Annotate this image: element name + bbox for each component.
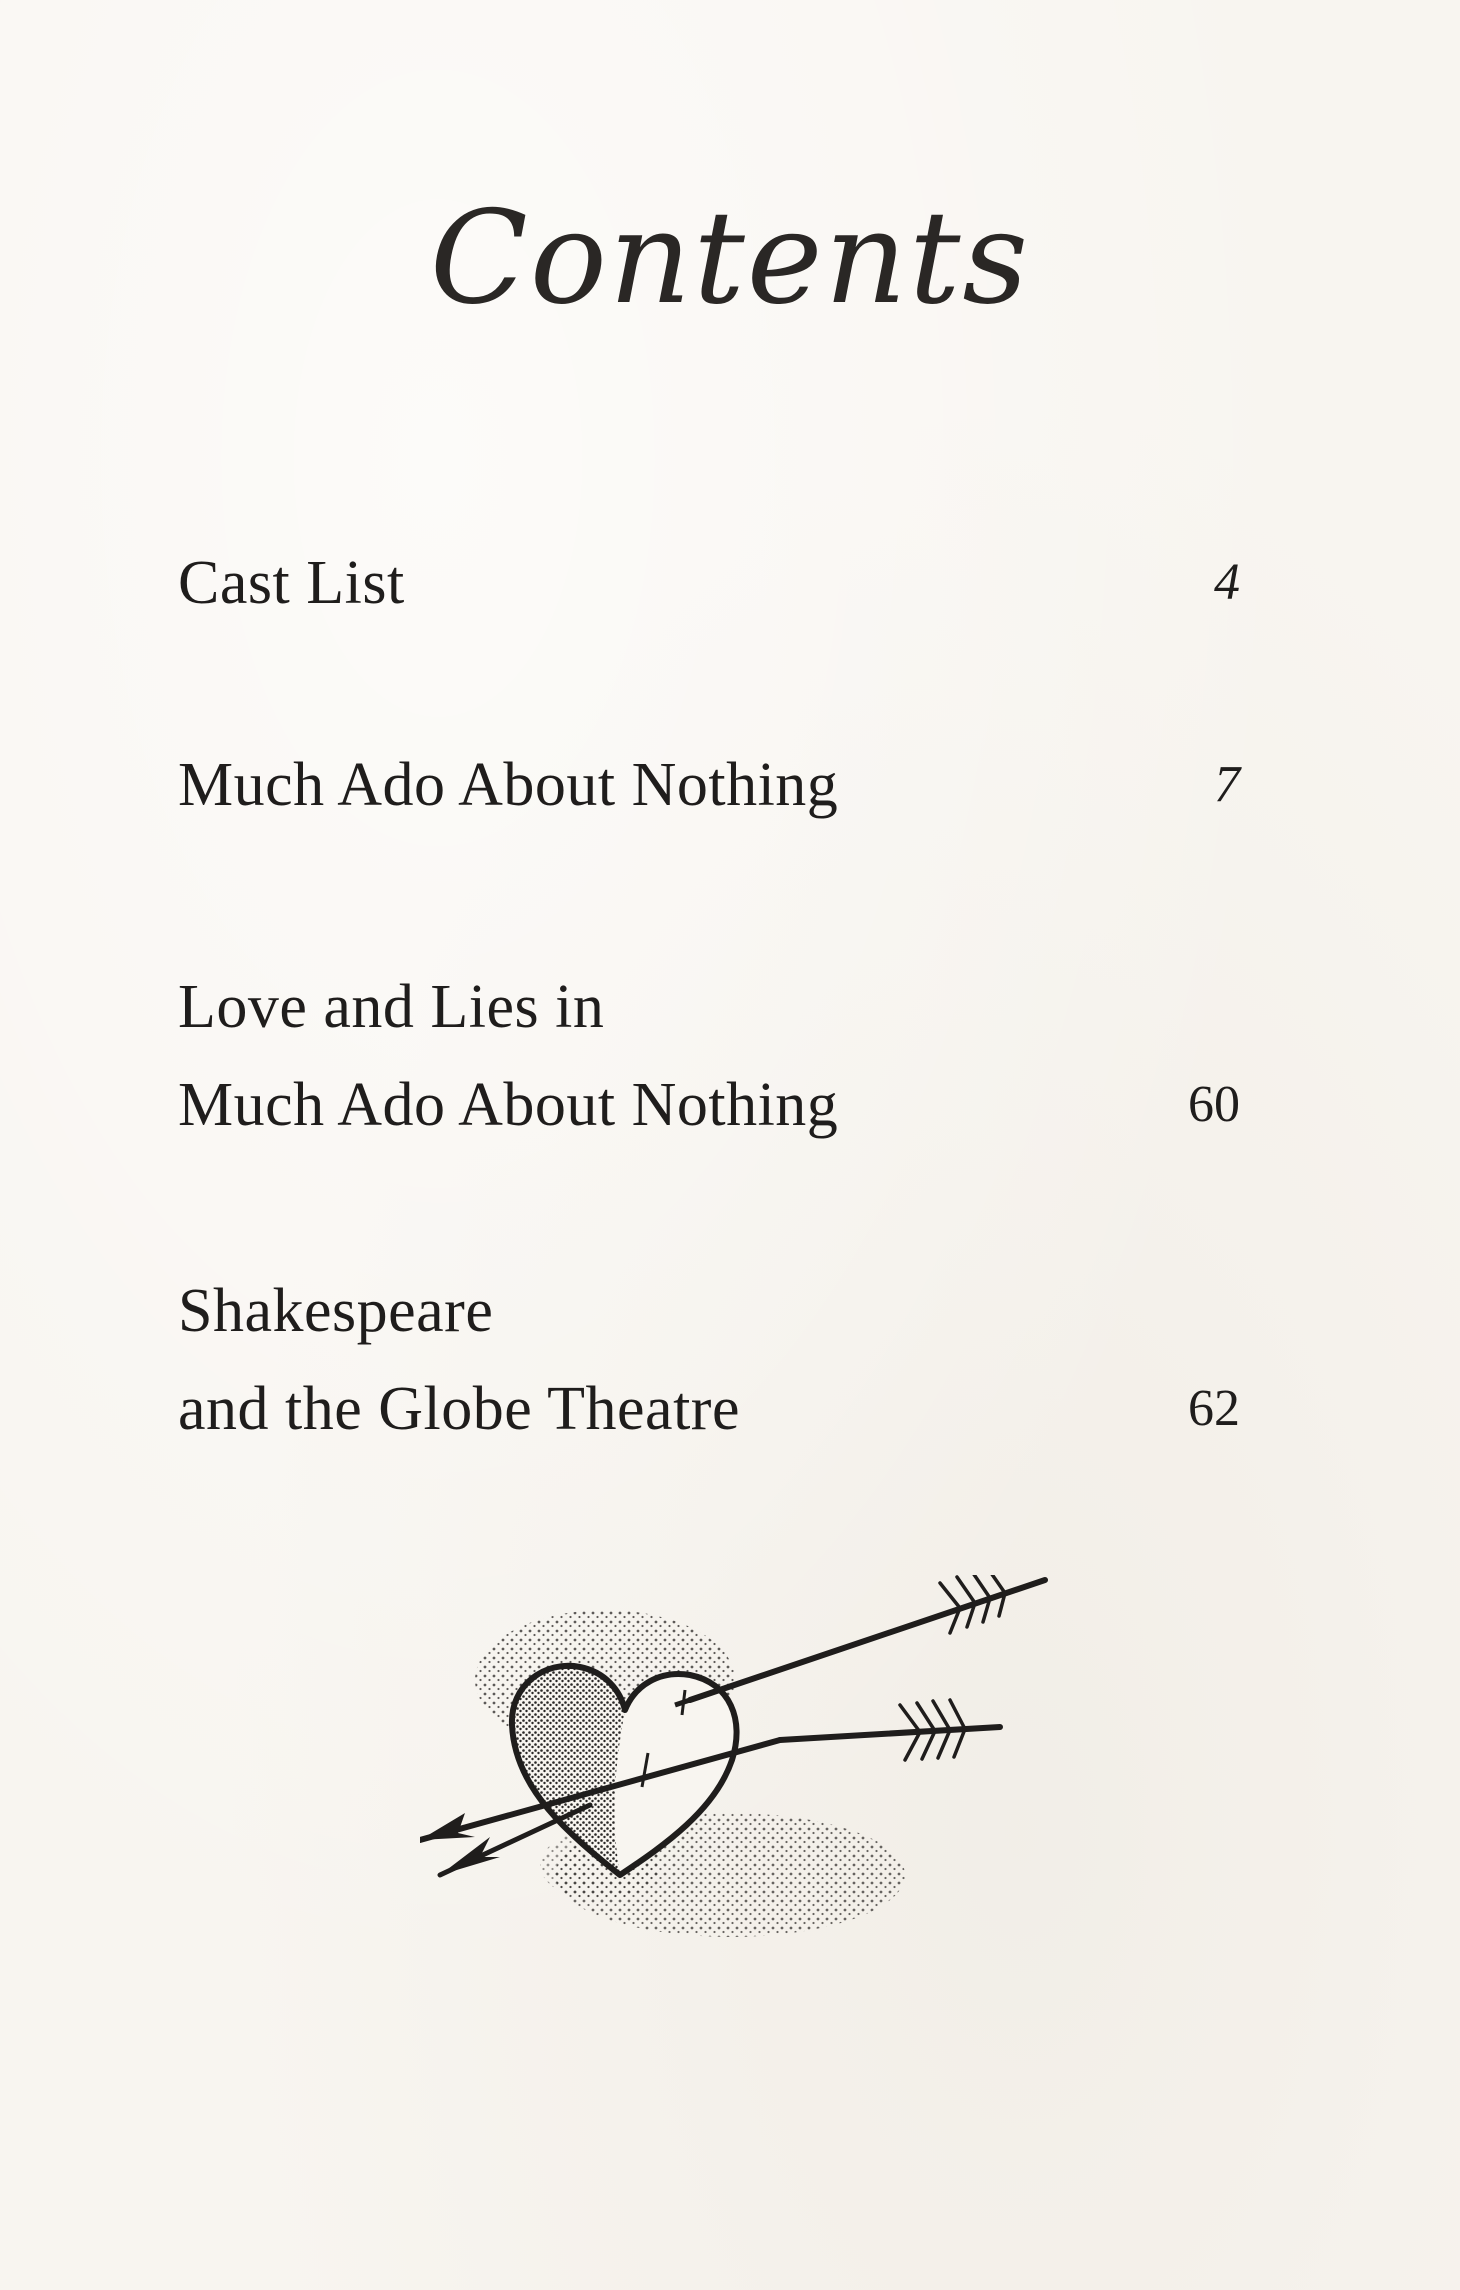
toc-entry-line: Shakespeare [178,1277,494,1345]
toc-entry-label [178,534,1240,632]
toc-entry-much-ado[interactable] [178,736,1240,834]
toc-entry-line: Much Ado About Nothing [178,1071,839,1139]
toc-page-number: 7 [1214,756,1240,813]
heart-with-arrows-icon [420,1575,1060,1965]
toc-entry-line: and the Globe Theatre [178,1375,740,1443]
toc-entry-love-and-lies[interactable] [178,958,1240,1154]
toc-entry-label [178,736,1240,834]
toc-entry-cast-list[interactable] [178,534,1240,632]
toc-entry-line: Love and Lies in [178,973,605,1041]
toc-entry-label [178,958,1240,1154]
toc-page-number: 4 [1214,554,1240,611]
toc-entry-line: Much Ado About Nothing [178,751,839,819]
toc-entry-shakespeare-globe[interactable] [178,1262,1240,1458]
toc-entry-label [178,1262,1240,1458]
toc-entry-line: Cast List [178,549,405,617]
toc-page-number: 62 [1188,1380,1240,1437]
toc-page-number: 60 [1188,1076,1240,1133]
page-title: Contents [429,184,1031,333]
